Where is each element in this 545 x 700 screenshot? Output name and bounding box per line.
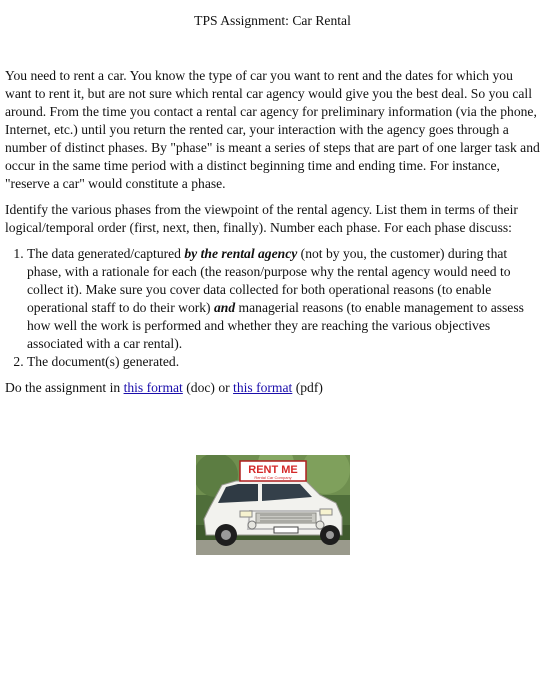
sign-text: RENT ME bbox=[248, 464, 298, 476]
format-middle: (doc) or bbox=[182, 380, 234, 395]
list-item bbox=[27, 353, 541, 371]
assignment-body bbox=[5, 67, 541, 405]
format-prefix: Do the assignment in bbox=[5, 380, 124, 395]
format-line bbox=[5, 379, 541, 397]
list-item-text: The document(s) generated. bbox=[27, 354, 180, 369]
list-item-text: (not by you, the customer) during that phase, with a rationale for each (the reason/purpose why the rental agency would need to collect it). Make sure you cover data collected for both operational reasons (to enable operational staff to do their work) bbox=[27, 246, 511, 315]
emphasis-text: by the rental agency bbox=[184, 246, 298, 261]
discussion-list bbox=[5, 245, 541, 371]
page-title: TPS Assignment: Car Rental bbox=[194, 13, 351, 28]
instructions-paragraph: Identify the various phases from the viewpoint of the rental agency. List them in terms of their logical/temporal order (first, next, then, finally). Number each phase. For each phase discuss: bbox=[5, 202, 518, 235]
list-item bbox=[27, 245, 541, 353]
list-item-text: managerial reasons (to enable management to assess how well the work is performed and whether they are reaching the various objectives associated with a car rental). bbox=[27, 300, 524, 351]
list-item-text: The data generated/captured bbox=[27, 246, 185, 261]
doc-format-link[interactable]: this format bbox=[123, 380, 183, 395]
pdf-format-link[interactable]: this format bbox=[233, 380, 293, 395]
format-suffix: (pdf) bbox=[292, 380, 323, 395]
intro-paragraph: You need to rent a car. You know the type of car you want to rent and the dates for which you want to rent it, but are not sure which rental car agency would give you the best deal. So you call around. From the time you contact a rental car agency for preliminary information (via the phone, Internet, etc.) until you return the rented car, your interaction with the agency goes through a number of distinct phases. By "phase" is meant a series of steps that are part of one larger task and occur in the same time period with a distinct beginning time and ending time. For instance, "reserve a car" would constitute a phase. bbox=[5, 68, 540, 191]
sign-subtext: Rental Car Company bbox=[254, 475, 292, 480]
rental-car-photo bbox=[196, 455, 350, 555]
rental-car-illustration bbox=[196, 455, 350, 555]
emphasis-text: and bbox=[214, 300, 236, 315]
